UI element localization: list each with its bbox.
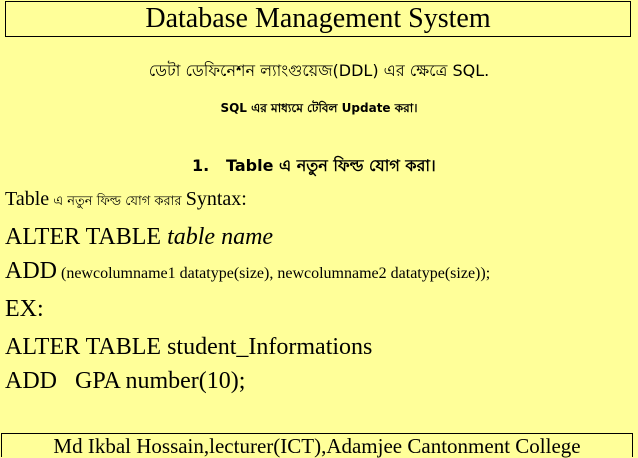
example-add-line: ADD GPA number(10); <box>5 368 246 394</box>
code-line-add <box>5 258 490 285</box>
syntax-prefix: Table <box>5 188 50 210</box>
code-add-keyword: ADD <box>5 258 57 284</box>
slide-title: Database Management System <box>5 1 631 37</box>
subtitle-update: SQL এর মাধ্যমে টেবিল Update করা। <box>220 101 418 115</box>
syntax-suffix: Syntax: <box>185 188 247 210</box>
syntax-heading <box>5 188 247 213</box>
code-table-name: table name <box>167 224 274 250</box>
code-alter-keyword: ALTER TABLE <box>5 224 168 250</box>
code-add-args: (newcolumname1 datatype(size), newcolumname2 datatype(size)); <box>57 265 491 282</box>
example-label: EX: <box>5 296 44 322</box>
subtitle-ddl: ডেটা ডেফিনেশন ল্যাংগুয়েজ(DDL) এর ক্ষেত্রে SQL. <box>148 61 490 80</box>
slide-footer: Md Ikbal Hossain,lecturer(ICT),Adamjee Cantonment College <box>1 433 633 457</box>
syntax-bengali: এ নতুন ফিল্ড যোগ করার <box>49 194 186 209</box>
code-line-alter-table <box>5 224 273 251</box>
list-item-add-field <box>192 153 436 180</box>
example-alter-line: ALTER TABLE student_Informations <box>5 334 373 360</box>
list-item-text: Table এ নতুন ফিল্ড যোগ করা। <box>226 156 436 175</box>
list-item-number: 1. <box>192 156 210 175</box>
